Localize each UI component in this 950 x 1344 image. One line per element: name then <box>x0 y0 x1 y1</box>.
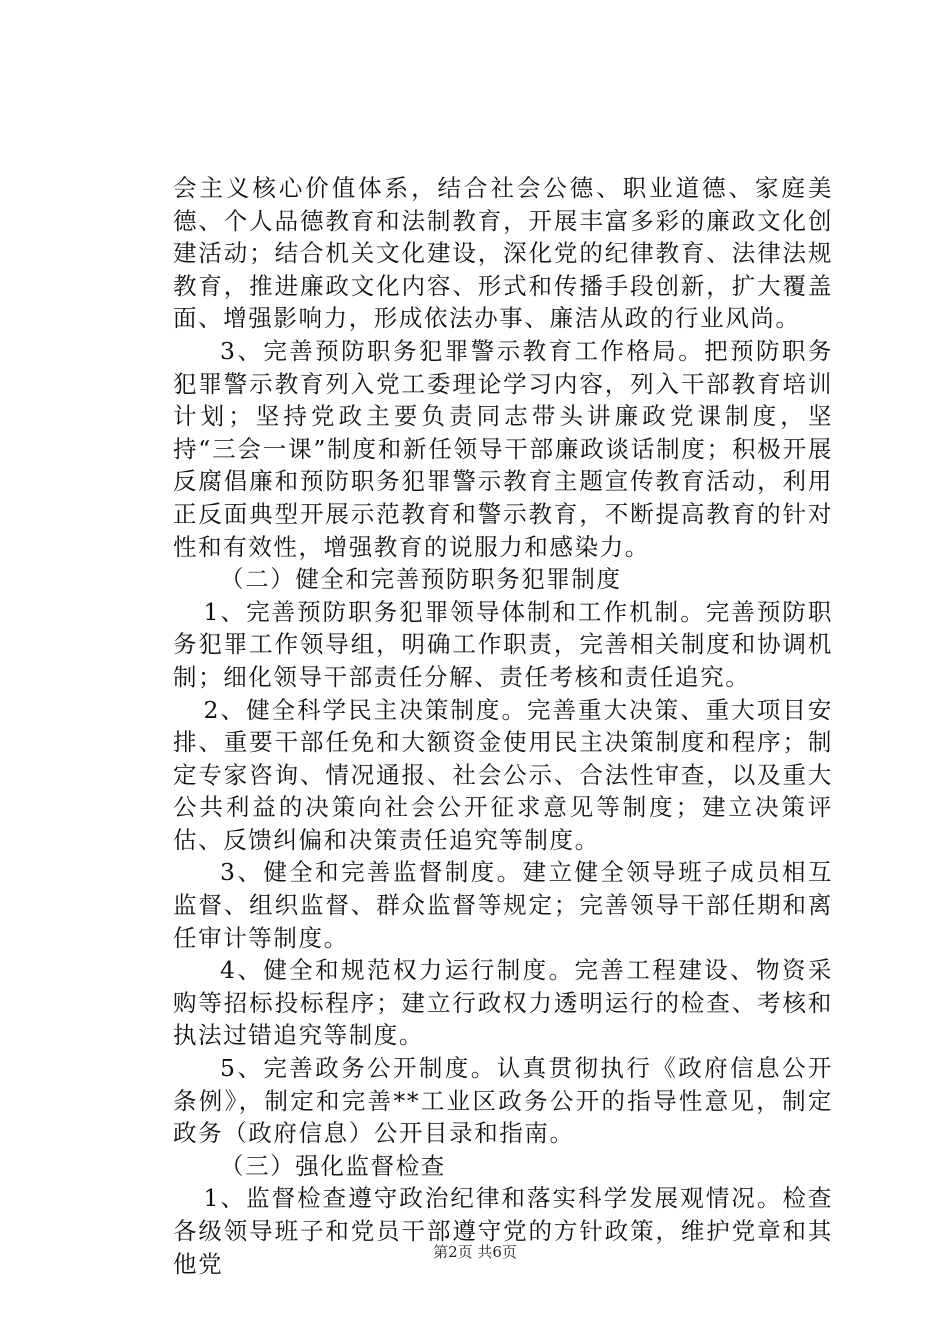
paragraph-item-1-leadership: 1、完善预防职务犯罪领导体制和工作机制。完善预防职务犯罪工作领导组，明确工作职责，完善相关制度和协调机制；细化领导干部责任分解、责任考核和责任追究。 <box>173 597 833 691</box>
paragraph-item-3-supervision: 3、健全和完善监督制度。建立健全领导班子成员相互监督、组织监督、群众监督等规定；完善领导干部任期和离任审计等制度。 <box>173 858 833 952</box>
page-footer: 第2页 共6页 <box>433 1243 517 1261</box>
paragraph-item-3-warning-education: 3、完善预防职务犯罪警示教育工作格局。把预防职务犯罪警示教育列入党工委理论学习内容，列入干部教育培训计划；坚持党政主要负责同志带头讲廉政党课制度，坚持“三会一课”制度和新任领导干部廉政谈话制度；积极开展反腐倡廉和预防职务犯罪警示教育主题宣传教育活动，利用正反面典型开展示范教育和警示教育，不断提高教育的针对性和有效性，增强教育的说服力和感染力。 <box>173 336 833 561</box>
paragraph-item-1-inspection: 1、监督检查遵守政治纪律和落实科学发展观情况。检查各级领导班子和党员干部遵守党的方针政策，维护党章和其他党 <box>173 1184 833 1278</box>
document-body <box>173 172 833 1280</box>
paragraph-continuation: 会主义核心价值体系，结合社会公德、职业道德、家庭美德、个人品德教育和法制教育，开展丰富多彩的廉政文化创建活动；结合机关文化建设，深化党的纪律教育、法律法规教育，推进廉政文化内容、形式和传播手段创新，扩大覆盖面、增强影响力，形成依法办事、廉洁从政的行业风尚。 <box>173 174 833 333</box>
section-heading-2: （二）健全和完善预防职务犯罪制度 <box>220 565 622 594</box>
paragraph-item-4-power: 4、健全和规范权力运行制度。完善工程建设、物资采购等招标投标程序；建立行政权力透明运行的检查、考核和执法过错追究等制度。 <box>173 956 833 1050</box>
paragraph-item-2-decision: 2、健全科学民主决策制度。完善重大决策、重大项目安排、重要干部任免和大额资金使用民主决策制度和程序；制定专家咨询、情况通报、社会公示、合法性审查，以及重大公共利益的决策向社会公开征求意见等制度；建立决策评估、反馈纠偏和决策责任追究等制度。 <box>173 695 833 854</box>
section-heading-3: （三）强化监督检查 <box>220 1151 446 1180</box>
paragraph-item-5-transparency: 5、完善政务公开制度。认真贯彻执行《政府信息公开条例》，制定和完善**工业区政务公开的指导性意见，制定政务（政府信息）公开目录和指南。 <box>173 1054 833 1148</box>
